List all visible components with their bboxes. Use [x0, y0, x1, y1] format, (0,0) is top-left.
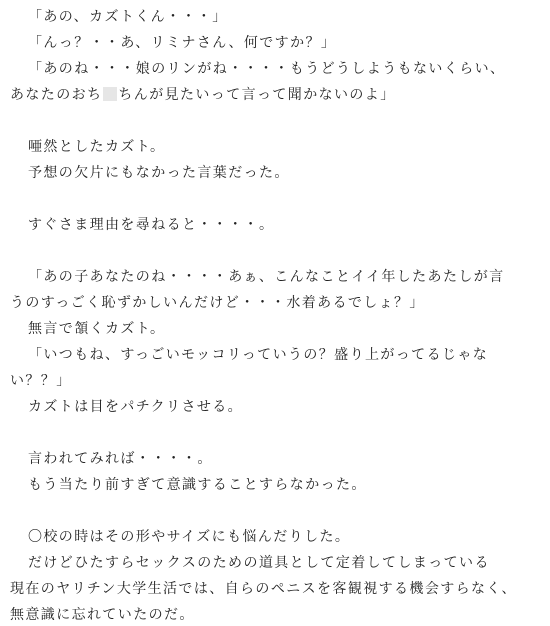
text-fragment: ちんが見たいって言って聞かないのよ」	[118, 87, 396, 103]
text-line: もう当たり前すぎて意識することすらなかった。	[28, 477, 367, 493]
text-line: 無意識に忘れていたのだ。	[10, 607, 195, 623]
text-line: 「んっ？・・あ、リミナさん、何ですか？」	[28, 35, 337, 51]
text-line: すぐさま理由を尋ねると・・・・。	[28, 217, 275, 233]
text-line: 予想の欠片にもなかった言葉だった。	[28, 165, 290, 181]
text-line: 〇校の時はその形やサイズにも悩んだりした。	[28, 529, 351, 545]
text-line: 「いつもね、すっごいモッコリっていうの？盛り上がってるじゃな	[28, 347, 489, 363]
text-line: 「あのね・・・娘のリンがね・・・・もうどうしようもないくらい、	[28, 61, 506, 77]
text-line-with-censor	[10, 84, 396, 106]
text-line: うのすっごく恥ずかしいんだけど・・・水着あるでしょ？」	[10, 295, 425, 311]
text-line: い？？」	[10, 373, 72, 389]
text-line: カズトは目をパチクリさせる。	[28, 399, 244, 415]
text-line: 「あの、カズトくん・・・」	[28, 9, 228, 25]
text-line: 唖然としたカズト。	[28, 139, 166, 155]
censor-block	[103, 87, 117, 101]
text-line: 無言で頷くカズト。	[28, 321, 166, 337]
text-line: 「あの子あなたのね・・・・あぁ、こんなことイイ年したあたしが言	[28, 269, 505, 285]
text-line: 現在のヤリチン大学生活では、自らのペニスを客観視する機会すらなく、	[10, 581, 517, 597]
text-line: だけどひたすらセックスのための道具として定着してしまっている	[28, 555, 490, 571]
text-line: 言われてみれば・・・・。	[28, 451, 213, 467]
text-fragment: あなたのおち	[10, 87, 103, 103]
